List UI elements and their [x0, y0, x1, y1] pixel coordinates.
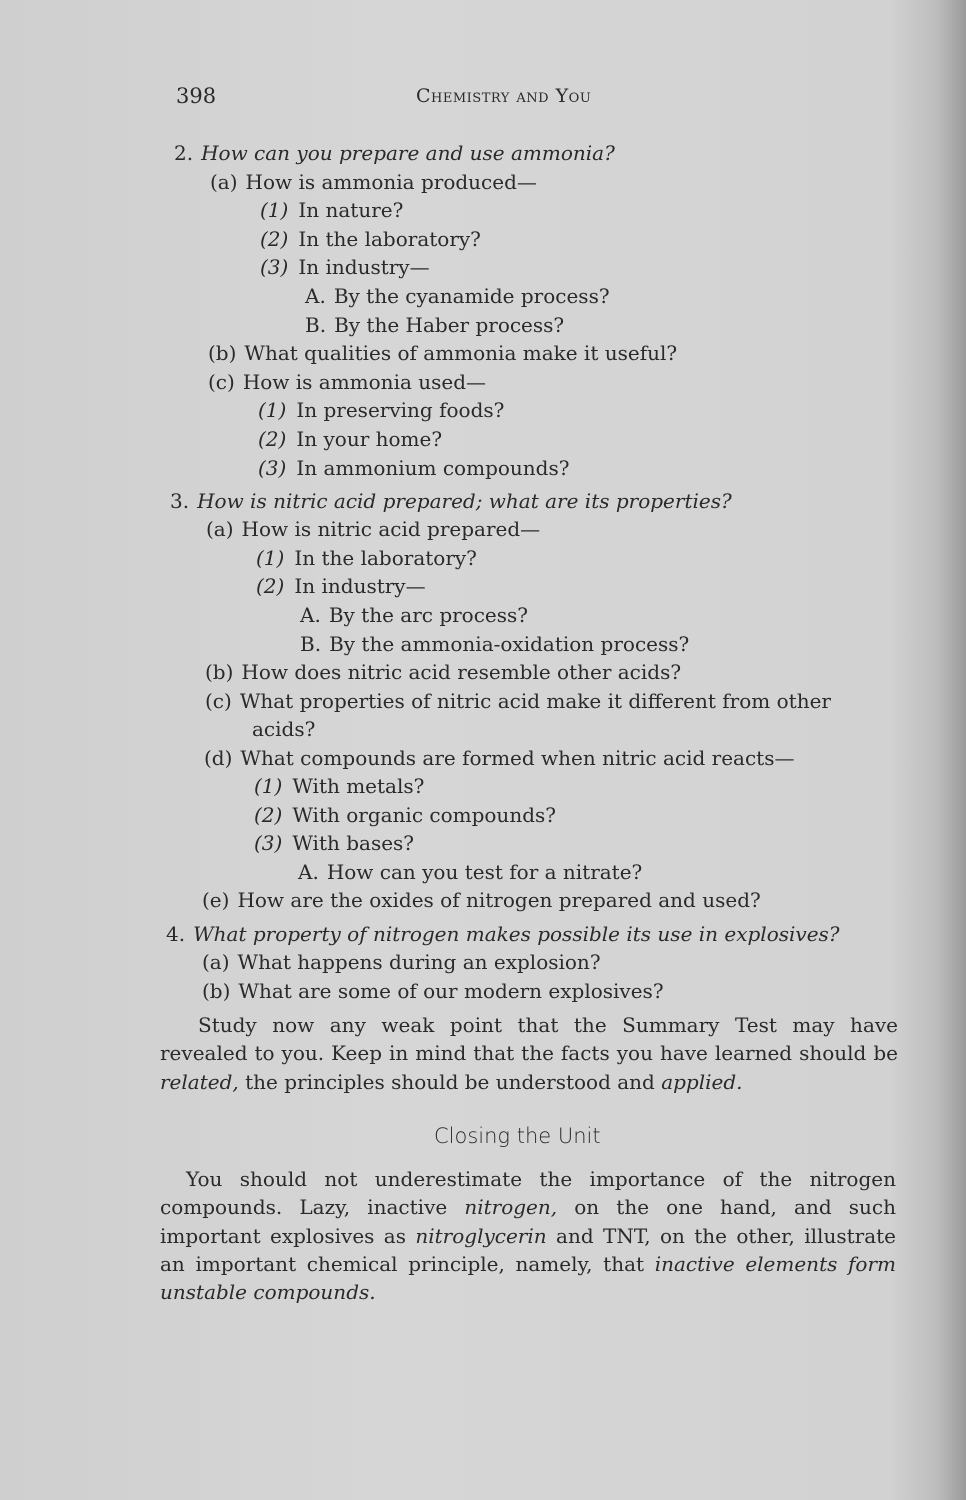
question-4: 4. What property of nitrogen makes possible its use in explosives? [166, 922, 840, 946]
list-item: A. By the cyanamide process? [305, 284, 610, 308]
section-heading: Closing the Unit [434, 1124, 601, 1148]
question-3d: (d) What compounds are formed when nitric acid reacts— [204, 746, 795, 770]
list-item: A. How can you test for a nitrate? [298, 860, 643, 884]
page-header [176, 84, 876, 114]
list-item: (1) In nature? [260, 198, 404, 222]
page-number: 398 [176, 84, 217, 108]
question-4b: (b) What are some of our modern explosives? [202, 979, 664, 1003]
question-4a: (a) What happens during an explosion? [202, 950, 601, 974]
question-2: 2. How can you prepare and use ammonia? [174, 141, 615, 165]
list-item: (3) In ammonium compounds? [258, 456, 570, 480]
running-head: Chemistry and You [416, 85, 592, 107]
list-item: (2) With organic compounds? [254, 803, 556, 827]
closing-paragraph: You should not underestimate the importance of the nitrogen compounds. Lazy, inactive nitrogen, on the one hand, and such important explosives as nitroglycerin and TNT, on the other, illustrate an important chemical principle, namely, that inactive elements form unstable compounds. [160, 1167, 896, 1305]
question-2c: (c) How is ammonia used— [208, 370, 487, 394]
list-item: (2) In the laboratory? [260, 227, 481, 251]
question-3c-continued: acids? [252, 717, 316, 741]
question-3: 3. How is nitric acid prepared; what are its properties? [170, 489, 732, 513]
question-3a: (a) How is nitric acid prepared— [206, 517, 541, 541]
question-3c: (c) What properties of nitric acid make it different from other [205, 689, 831, 713]
question-3e: (e) How are the oxides of nitrogen prepared and used? [202, 888, 761, 912]
list-item: (1) In preserving foods? [258, 398, 505, 422]
list-item: (2) In industry— [256, 574, 426, 598]
list-item: (1) In the laboratory? [256, 546, 477, 570]
list-item: (3) With bases? [254, 831, 415, 855]
list-item: A. By the arc process? [300, 603, 529, 627]
list-item: B. By the Haber process? [305, 313, 565, 337]
list-item: (3) In industry— [260, 255, 430, 279]
list-item: (2) In your home? [258, 427, 443, 451]
question-3b: (b) How does nitric acid resemble other acids? [205, 660, 682, 684]
list-item: B. By the ammonia-oxidation process? [300, 632, 690, 656]
study-paragraph: Study now any weak point that the Summary Test may have revealed to you. Keep in mind that the facts you have learned should be related, the principles should be understood and applied. [160, 1013, 898, 1094]
question-2a: (a) How is ammonia produced— [210, 170, 537, 194]
question-2b: (b) What qualities of ammonia make it useful? [208, 341, 678, 365]
list-item: (1) With metals? [254, 774, 425, 798]
